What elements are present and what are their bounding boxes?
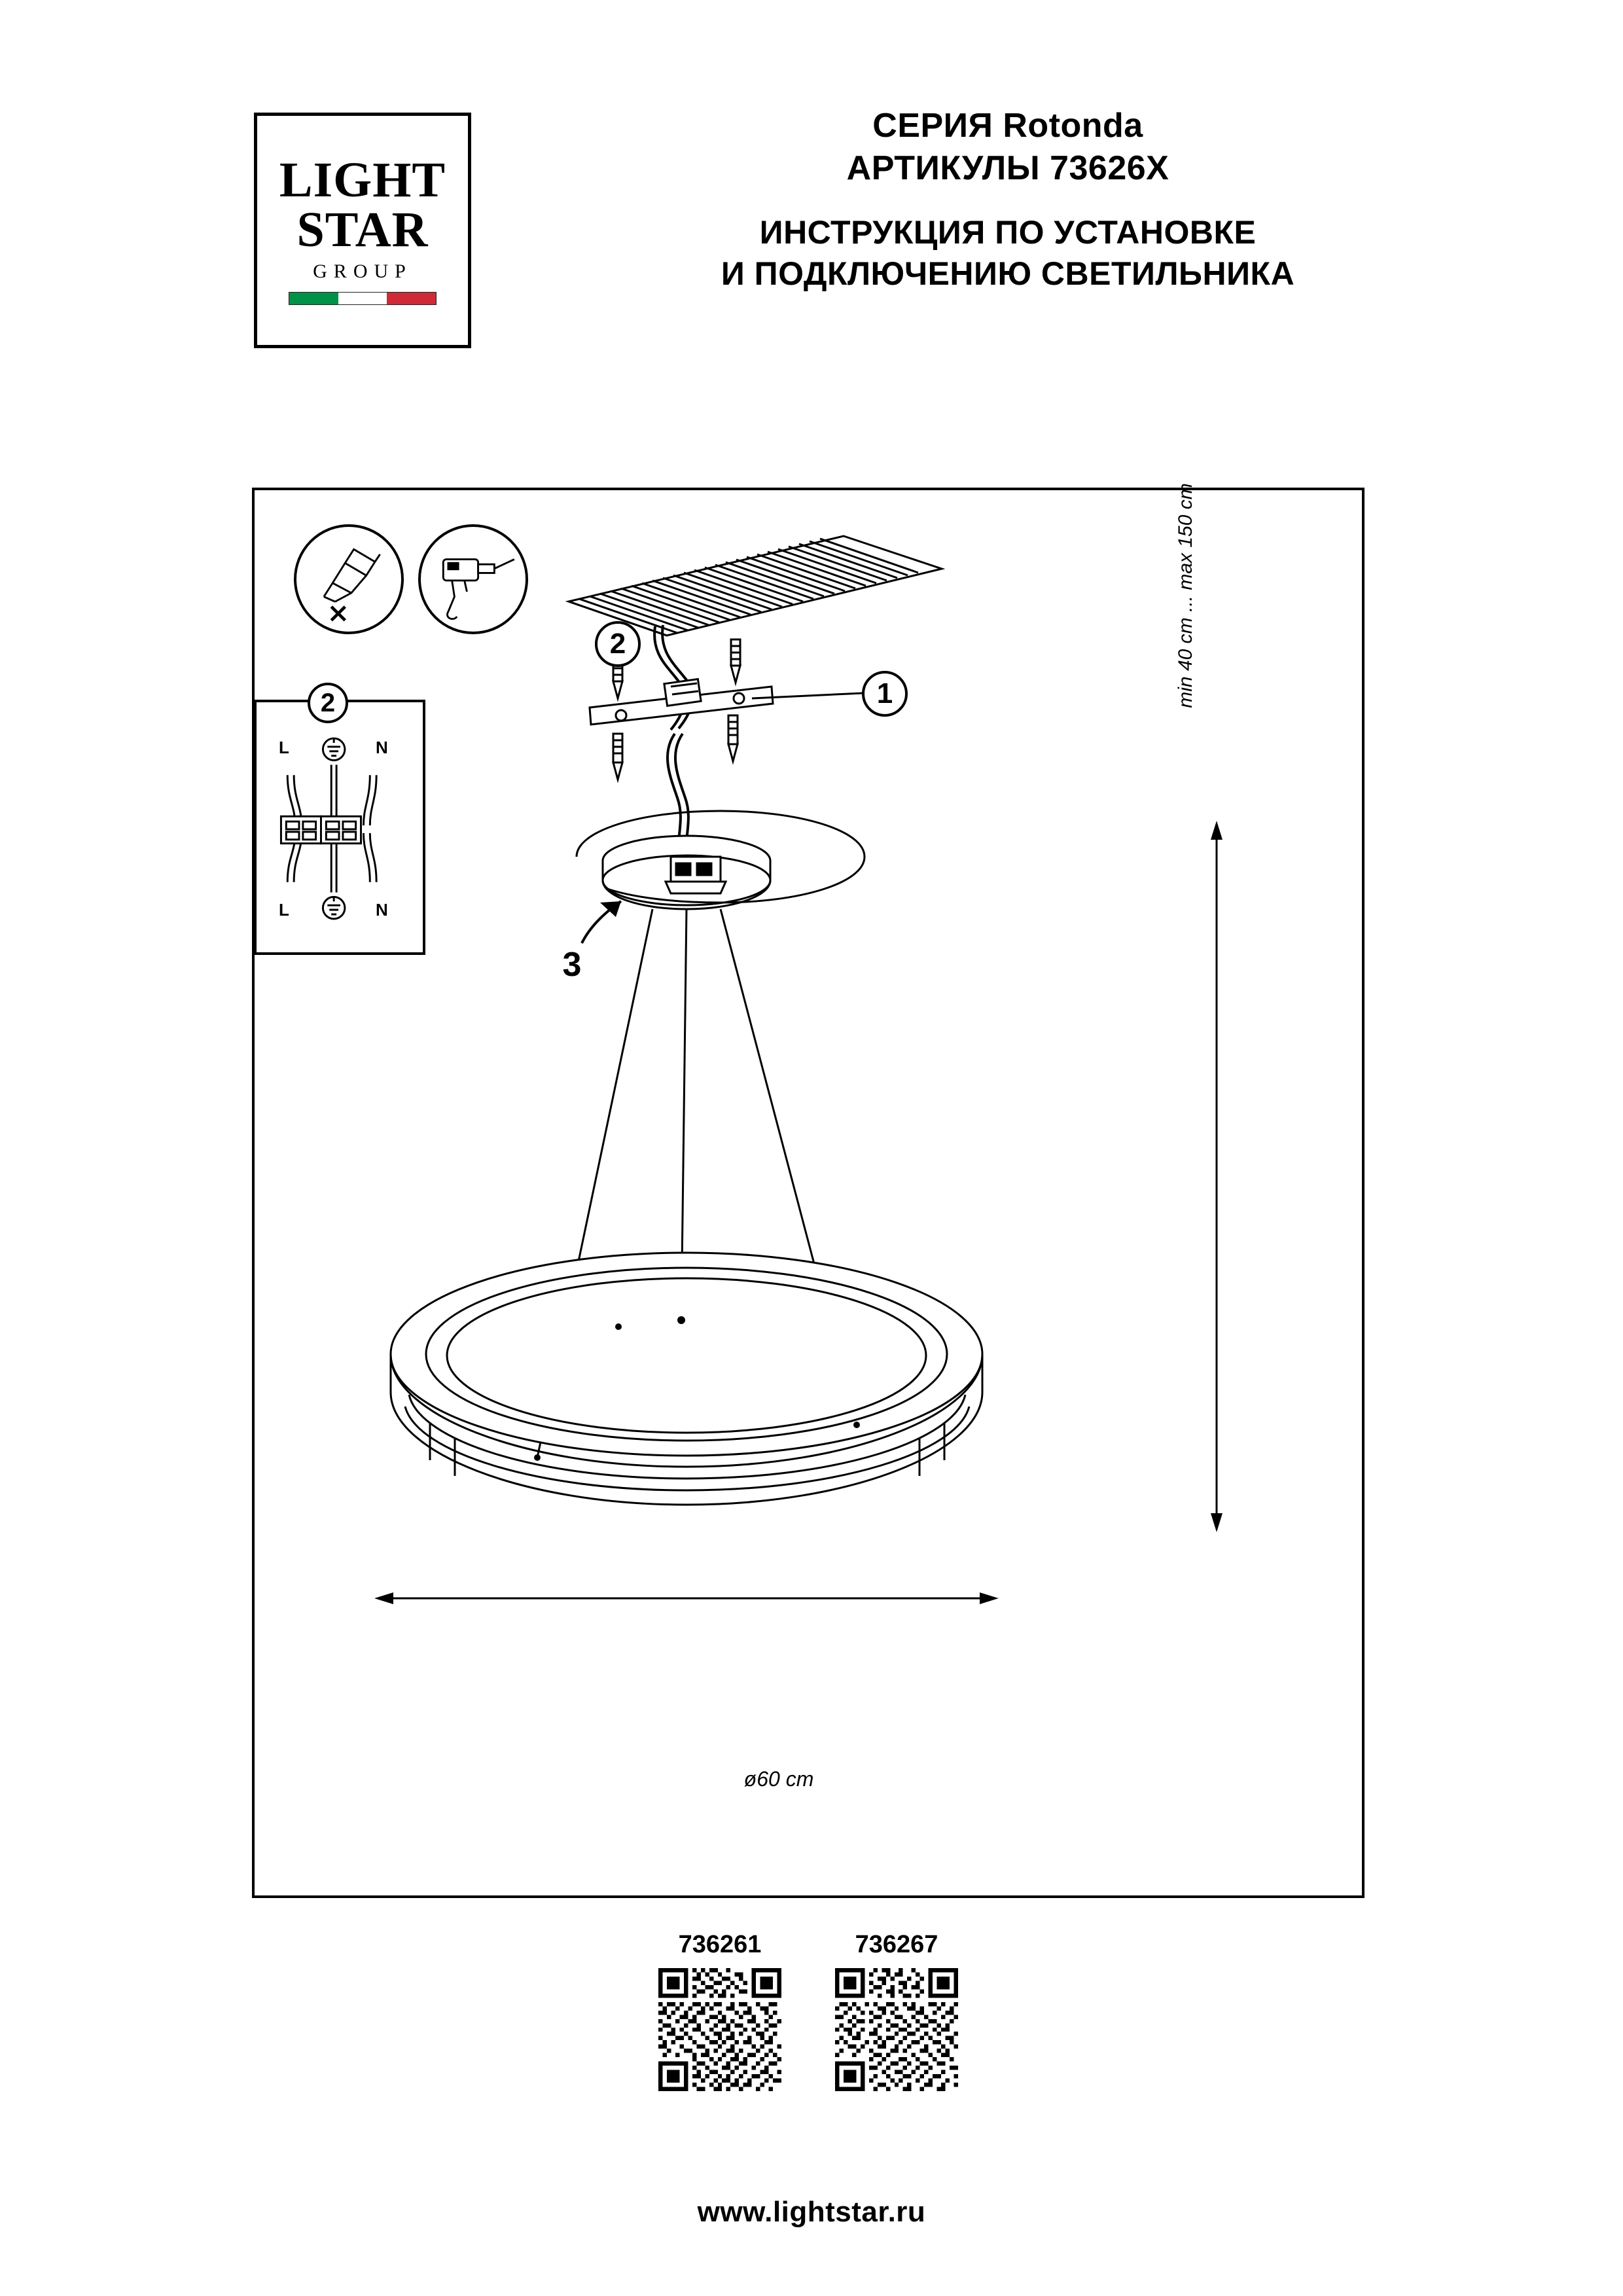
- code-item-2: [821, 1931, 972, 2091]
- installation-diagram-frame: [252, 488, 1364, 1898]
- wire-label-N-bottom: N: [376, 900, 388, 920]
- code-item-1: [645, 1931, 795, 2091]
- logo-word-light: LIGHT: [279, 152, 446, 207]
- qr-code-2[interactable]: [835, 1968, 958, 2091]
- title-block: [497, 105, 1518, 294]
- horizontal-dimension-label: ø60 cm: [743, 1767, 814, 1791]
- wire-label-N-top: N: [376, 738, 388, 757]
- callout-3: 3: [549, 942, 595, 988]
- logo-word-star: STAR: [296, 202, 429, 257]
- callout-2-wiring: 2: [308, 683, 348, 723]
- instruction-line-2: И ПОДКЛЮЧЕНИЮ СВЕТИЛЬНИКА: [721, 255, 1295, 292]
- page-header: [0, 0, 1623, 419]
- code-number-1: 736261: [678, 1931, 762, 1958]
- instruction-line-1: ИНСТРУКЦИЯ ПО УСТАНОВКЕ: [759, 214, 1257, 251]
- wire-label-L-top: L: [279, 738, 289, 757]
- vertical-dimension-label: min 40 cm ... max 150 cm: [1175, 483, 1196, 708]
- website-url[interactable]: www.lightstar.ru: [697, 2196, 926, 2228]
- product-codes: [0, 1931, 1623, 2193]
- italy-flag-icon: [289, 292, 437, 305]
- callout-2-cable: 2: [595, 621, 641, 667]
- series-line: СЕРИЯ Rotonda: [872, 107, 1143, 145]
- wire-label-L-bottom: L: [279, 900, 289, 920]
- code-number-2: 736267: [855, 1931, 938, 1958]
- logo-word-group: GROUP: [313, 260, 412, 283]
- callout-1: 1: [862, 671, 908, 717]
- qr-code-1[interactable]: [658, 1968, 781, 2091]
- article-line: АРТИКУЛЫ 73626X: [846, 149, 1169, 187]
- brand-logo: [254, 113, 471, 348]
